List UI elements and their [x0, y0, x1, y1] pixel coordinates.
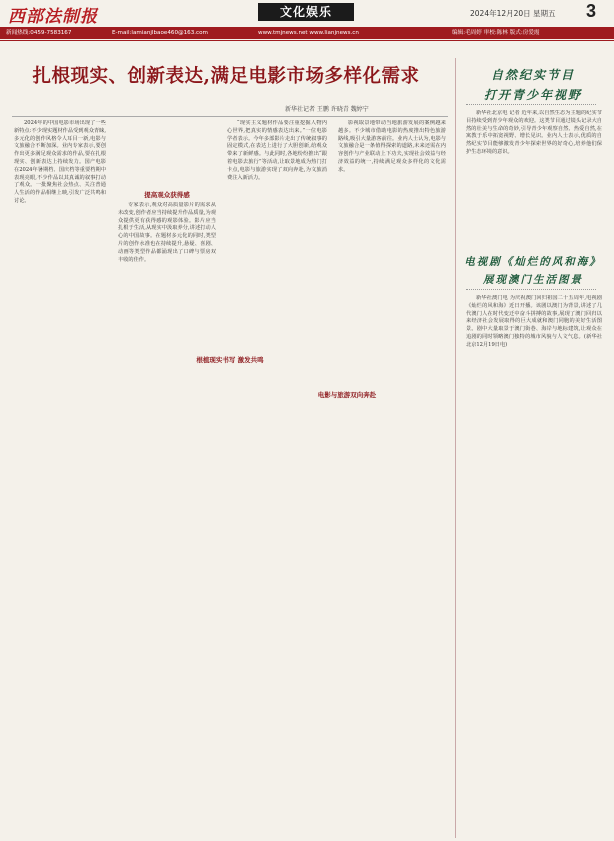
newspaper-logo: 西部法制报: [8, 7, 98, 27]
sidebar-divider-2: [466, 289, 596, 290]
phone-text: 新闻热线:0459-7583167: [6, 30, 72, 36]
sidebar-divider: [466, 104, 596, 105]
editors-text: 编辑:毛周婷 审校:陈林 版式:房爱霞: [452, 30, 540, 36]
article-byline: 新华社记者 王鹏 许晓青 魏婷宁: [285, 106, 369, 113]
header-rule: [0, 40, 614, 41]
sidebar-title-1-line-1: 自然纪实节目: [490, 68, 575, 82]
issue-date: 2024年12月20日 星期五: [470, 9, 556, 18]
sidebar-title-1-line-2: 打开青少年视野: [483, 88, 582, 102]
article-subhead-2: 根植现实书写 激发共鸣: [196, 356, 264, 364]
website-text: www.tmjnews.net www.lianjnews.cn: [258, 30, 359, 36]
sidebar-body-2: 新华社澳门电 为庆祝澳门回归祖国二十五周年,电视剧《灿烂的风和海》近日开播。该剧以澳门为背景,讲述了几代澳门人在时代变迁中奋斗拼搏的故事,展现了澳门回归以来经济社会发展取得的巨大成就和澳门同胞的美好生活图景。剧中大量取景于澳门街巷、海岸与地标建筑,让观众在追剧的同时领略澳门独特的城市风貌与人文气息。(新华社北京12月19日电): [466, 295, 602, 348]
page-number: 3: [586, 1, 597, 21]
byline-rule: [12, 116, 448, 117]
article-column-4: 影视取景地带动当地旅游发展的案例越来越多。不少城市借助电影的热度推出特色旅游路线,吸引大量游客前往。业内人士认为,电影与文旅融合是一条值得探索的道路,未来还需在内容创作与产业联动上下功夫,实现社会效益与经济效益的统一,持续满足观众多样化的文化需求。: [338, 120, 446, 173]
masthead: [0, 0, 614, 26]
contact-bar: [0, 27, 614, 39]
article-column-3: “现实主义题材作品要注重挖掘人物内心世界,把真实的情感表达出来。”一位电影学者表示。今年多部影片走出了传统叙事的固定模式,在表达上进行了大胆创新,给观众带来了新鲜感。与此同时,各地纷纷推出“跟着电影去旅行”等活动,让取景地成为热门打卡点,电影与旅游实现了双向奔赴,为文旅消费注入新活力。: [227, 120, 327, 181]
article-column-1: 2024年的中国电影市场出现了一些新特点:不少现实题材作品受到观众青睐,多元化的创作风格令人耳目一新,电影与文旅融合不断加深。业内专家表示,要创作出更多满足观众需求的作品,要在扎根现实、创新表达上持续发力。国产电影在2024年暑期档、国庆档等重要档期中表现亮眼,不少作品以其真诚的叙事打动了观众。一批聚焦社会热点、关注普通人生活的作品相继上映,引发广泛共鸣和讨论。: [14, 120, 106, 204]
article-subhead-1: 提高观众获得感: [144, 191, 190, 199]
section-title: 文化娱乐: [258, 3, 354, 21]
article-headline: 扎根现实、创新表达,满足电影市场多样化需求: [32, 66, 420, 87]
sidebar-body-1: 新华社北京电 记者 近年来,以自然生态为主题的纪实节目持续受到青少年观众的欢迎。这类节目通过镜头记录大自然的壮美与生命的奇妙,引导青少年观察自然、热爱自然,在寓教于乐中拓宽视野、增长见识。业内人士表示,优质的自然纪实节目能够激发青少年探索世界的好奇心,培养他们保护生态环境的意识。: [466, 110, 602, 155]
article-column-2: 专家表示,观众对高质量影片的需求从未改变,创作者应当持续提升作品质量,为观众提供更有获得感的观影体验。影片应当扎根于生活,从现实中汲取养分,讲述打动人心的中国故事。在题材多元化的同时,类型片的创作水准也在持续提升,悬疑、喜剧、动画等类型作品都涌现出了口碑与票房双丰收的佳作。: [118, 202, 216, 263]
sidebar-title-2-line-2: 展现澳门生活图景: [483, 274, 583, 286]
article-subhead-3: 电影与旅游双向奔赴: [317, 391, 377, 399]
email-text: E-mail:lamianjlbaoe460@163.com: [112, 30, 209, 36]
sidebar-title-2-line-1: 电视剧《灿烂的风和海》: [464, 256, 602, 268]
